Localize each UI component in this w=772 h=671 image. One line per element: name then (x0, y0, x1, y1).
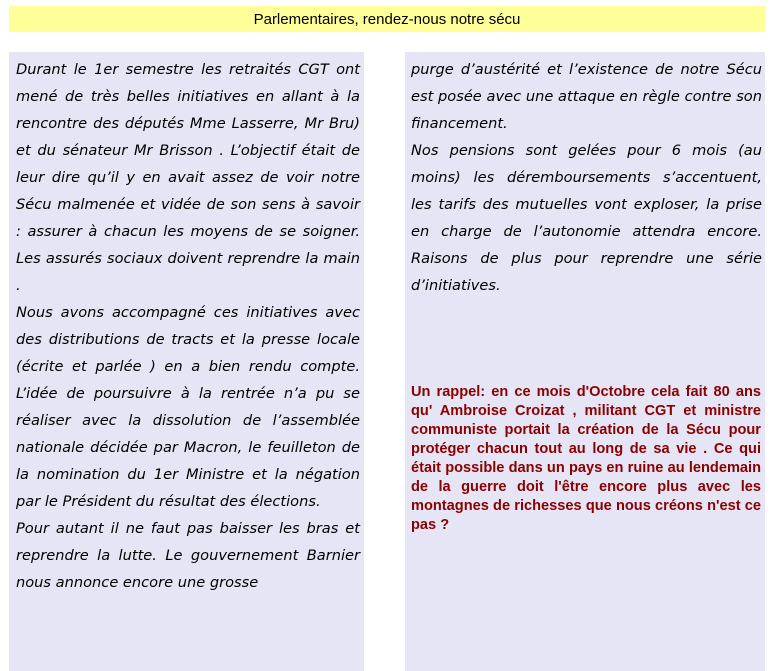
paragraph-intro: Durant le 1er semestre les retraités CGT ont mené de très belles initiatives en allant à la rencontre des députés Mme Lasserre, Mr Bru) et du sénateur Mr Brisson . L’objectif était de leur dire qu’il y en avait assez de voir notre Sécu malmenée et vidée de son sens à savoir : assurer à chacun les moyens de se soigner. Les assurés sociaux doivent reprendre la main . (16, 61, 360, 294)
right-column-body (411, 56, 762, 299)
left-column (9, 52, 364, 671)
paragraph-austerite: purge d’austérité et l’existence de notre Sécu est posée avec une attaque en règle contre son financement. (411, 61, 762, 132)
paragraph-actions: Nous avons accompagné ces initiatives avec des distributions de tracts et la presse locale (écrite et parlée ) en a bien rendu compte. L’idée de poursuivre à la rentrée n’a pu se réaliser avec la dissolution de l’assemblée nationale décidée par Macron, le feuilleton de la nomination du 1er Ministre et la négation par le Président du résultat des élections. (16, 304, 360, 510)
paragraph-pensions: Nos pensions sont gelées pour 6 mois (au moins) les déremboursements s’accentuent, les tarifs des mutuelles vont exploser, la prise en charge de l’autonomie attendra encore. Raisons de plus pour reprendre une série d’initiatives. (411, 142, 762, 294)
article-title (9, 6, 765, 32)
left-column-body (16, 56, 360, 596)
article-title-text: Parlementaires, rendez-nous notre sécu (253, 10, 521, 28)
right-column (405, 52, 765, 671)
paragraph-lutte: Pour autant il ne faut pas baisser les bras et reprendre la lutte. Le gouvernement Barnier nous annonce encore une grosse (16, 520, 360, 591)
rappel-croizat: Un rappel: en ce mois d'Octobre cela fait 80 ans qu' Ambroise Croizat , militant CGT et ministre communiste portait la création de la Sécu pour protéger chacun tout au long de sa vie . Ce qui était possible dans un pays en ruine au lendemain de la guerre doit l'être encore plus avec les montagnes de richesses que nous créons n'est ce pas ? (411, 384, 761, 533)
